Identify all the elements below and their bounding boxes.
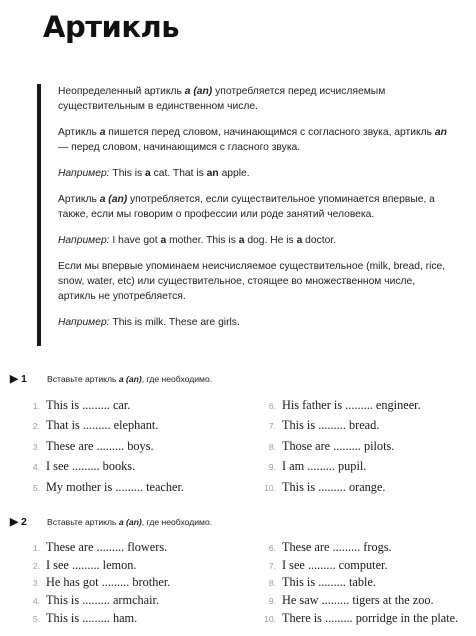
rule-paragraph-1: Неопределенный артикль a (an) употребляется перед исчисляемым существительным в единственном числе.: [58, 86, 386, 112]
grammar-rule-box: [37, 84, 447, 346]
rule-example-1: Например: This is a cat. That is an apple.: [58, 168, 250, 179]
rule-paragraph-3: Артикль a (an) употребляется, если существительное упоминается впервые, а также, если мы говорим о профессии или роде занятий человека.: [58, 194, 435, 220]
exercise-1-marker: ▶ 1: [10, 373, 27, 385]
rule-paragraph-2: Артикль a пишется перед словом, начинающимся с согласного звука, артикль an — перед словом, начинающимся с гласного звука.: [58, 127, 447, 153]
page-title: Артикль: [43, 10, 180, 44]
exercise-1-instruction: Вставьте артикль a (an), где необходимо.: [47, 374, 213, 384]
exercise-2-instruction: Вставьте артикль a (an), где необходимо.: [47, 517, 213, 527]
rule-example-2: Например: I have got a mother. This is a dog. He is a doctor.: [58, 235, 337, 246]
rule-example-3: Например: This is milk. These are girls.: [58, 317, 240, 328]
rule-paragraph-4: Если мы впервые упоминаем неисчисляемое существительное (milk, bread, rice, snow, water, etc) или существительное, стоящее во множественном числе, артикль не употребляется.: [58, 261, 446, 302]
exercise-2-marker: ▶ 2: [10, 516, 27, 528]
